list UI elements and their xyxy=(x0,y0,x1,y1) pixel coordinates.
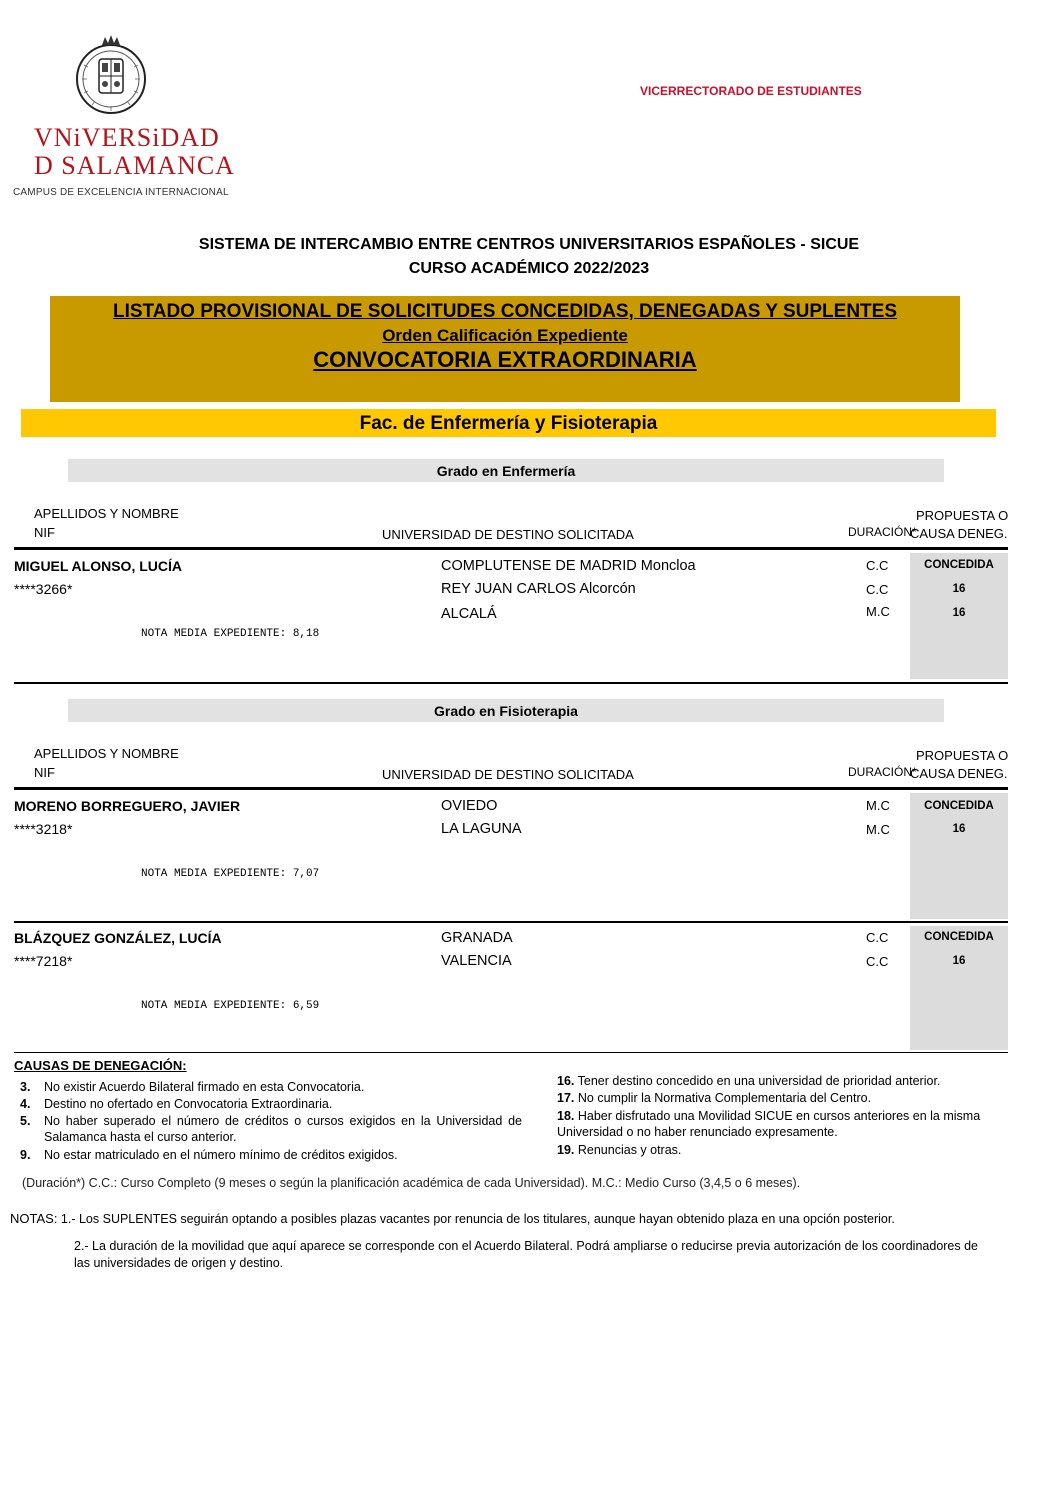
cause-text: No cumplir la Normativa Complementaria del Centro. xyxy=(577,1091,872,1105)
duration-value: M.C xyxy=(866,798,890,813)
table-rule xyxy=(14,921,1008,923)
duration-value: C.C xyxy=(866,954,889,969)
degree-header-fisioterapia: Grado en Fisioterapia xyxy=(68,699,944,722)
student-name: BLÁZQUEZ GONZÁLEZ, LUCÍA xyxy=(14,930,222,946)
proposal-value: CONCEDIDA xyxy=(924,559,994,571)
logo-university-line1: VNiVERSiDAD xyxy=(34,123,220,152)
cause-number: 3. xyxy=(20,1080,31,1094)
listing-banner xyxy=(50,296,960,402)
student-nif: ****3218* xyxy=(14,821,73,837)
cause-number: 17. xyxy=(557,1091,575,1105)
cause-text: No estar matriculado en el número mínimo de créditos exigidos. xyxy=(44,1148,398,1162)
proposal-value: 16 xyxy=(952,607,966,619)
duration-value: M.C xyxy=(866,822,890,837)
denial-causes-title: CAUSAS DE DENEGACIÓN: xyxy=(14,1058,187,1073)
faculty-title: Fac. de Enfermería y Fisioterapia xyxy=(21,409,996,437)
denial-cause-item xyxy=(557,1090,997,1106)
col-header-university: UNIVERSIDAD DE DESTINO SOLICITADA xyxy=(382,767,634,782)
denial-cause-item xyxy=(557,1073,997,1089)
proposal-value: 16 xyxy=(952,823,966,835)
cause-text: No haber superado el número de créditos o cursos exigidos en la Universidad de Salamanca hasta el curso anterior. xyxy=(44,1114,522,1144)
cause-number: 19. xyxy=(557,1143,575,1157)
average-grade: NOTA MEDIA EXPEDIENTE: 8,18 xyxy=(141,628,320,640)
proposal-column-bg xyxy=(910,926,1008,1050)
duration-value: M.C xyxy=(866,604,890,619)
document-title: SISTEMA DE INTERCAMBIO ENTRE CENTROS UNIVERSITARIOS ESPAÑOLES - SICUE xyxy=(198,236,860,253)
university-seal-icon xyxy=(72,35,150,117)
cause-number: 9. xyxy=(20,1148,31,1162)
average-grade: NOTA MEDIA EXPEDIENTE: 6,59 xyxy=(141,1000,320,1012)
cause-number: 16. xyxy=(557,1074,575,1088)
col-header-proposal-2: CAUSA DENEG. xyxy=(910,766,1008,781)
note-1: 1.- Los SUPLENTES seguirán optando a posibles plazas vacantes por renuncia de los titulares, aunque hayan obtenido plaza en una opción posterior. xyxy=(60,1212,895,1226)
average-grade: NOTA MEDIA EXPEDIENTE: 7,07 xyxy=(141,868,320,880)
note-2: 2.- La duración de la movilidad que aquí aparece se corresponde con el Acuerdo Bilateral. Podrá ampliarse o reducirse previa autorización de los coordinadores de las universidades de origen y destino. xyxy=(74,1239,979,1270)
col-header-name: APELLIDOS Y NOMBRE xyxy=(34,506,179,521)
student-name: MORENO BORREGUERO, JAVIER xyxy=(14,798,241,814)
proposal-value: 16 xyxy=(952,955,966,967)
duration-value: C.C xyxy=(866,582,889,597)
academic-year: CURSO ACADÉMICO 2022/2023 xyxy=(408,260,650,277)
cause-number: 18. xyxy=(557,1109,575,1123)
col-header-proposal-1: PROPUESTA O xyxy=(916,508,1009,523)
cause-text: Renuncias y otras. xyxy=(577,1143,682,1157)
denial-cause-item xyxy=(20,1096,522,1112)
notes-label: NOTAS: xyxy=(10,1211,58,1226)
proposal-value: 16 xyxy=(952,583,966,595)
degree-header-enfermeria: Grado en Enfermería xyxy=(68,459,944,482)
university-logo xyxy=(10,35,235,205)
banner-line2: Orden Calificación Expediente xyxy=(382,326,628,345)
cause-text: Tener destino concedido en una universidad de prioridad anterior. xyxy=(577,1074,941,1088)
denial-cause-item xyxy=(20,1079,522,1095)
destination-university: COMPLUTENSE DE MADRID Moncloa xyxy=(441,558,696,574)
col-header-proposal-2: CAUSA DENEG. xyxy=(910,526,1008,541)
destination-university: GRANADA xyxy=(441,930,513,946)
cause-text: Destino no ofertado en Convocatoria Extraordinaria. xyxy=(44,1097,333,1111)
table-rule xyxy=(14,682,1008,684)
denial-cause-item xyxy=(20,1147,522,1163)
col-header-proposal-1: PROPUESTA O xyxy=(916,748,1009,763)
destination-university: LA LAGUNA xyxy=(441,821,522,837)
destination-university: ALCALÁ xyxy=(441,606,497,622)
cause-number: 4. xyxy=(20,1097,31,1111)
destination-university: REY JUAN CARLOS Alcorcón xyxy=(441,581,636,597)
logo-university-line2: D SALAMANCA xyxy=(34,151,235,180)
table-rule xyxy=(14,787,1008,790)
duration-value: C.C xyxy=(866,558,889,573)
cause-number: 5. xyxy=(20,1114,31,1128)
banner-line3: CONVOCATORIA EXTRAORDINARIA xyxy=(313,347,697,372)
vicerrectorado-label: VICERRECTORADO DE ESTUDIANTES xyxy=(640,84,862,98)
logo-campus-text: CAMPUS DE EXCELENCIA INTERNACIONAL xyxy=(13,187,229,198)
student-nif: ****3266* xyxy=(14,581,73,597)
denial-cause-item xyxy=(557,1108,997,1140)
duration-legend: (Duración*) C.C.: Curso Completo (9 meses o según la planificación académica de cada Universidad). M.C.: Medio Curso (3,4,5 o 6 meses). xyxy=(22,1176,801,1190)
banner-line1: LISTADO PROVISIONAL DE SOLICITUDES CONCEDIDAS, DENEGADAS Y SUPLENTES xyxy=(112,301,898,322)
notes-block xyxy=(10,1211,895,1226)
proposal-value: CONCEDIDA xyxy=(924,800,994,812)
col-header-duration: DURACIÓN* xyxy=(848,525,917,539)
col-header-duration: DURACIÓN* xyxy=(848,765,917,779)
destination-university: VALENCIA xyxy=(441,953,512,969)
duration-value: C.C xyxy=(866,930,889,945)
student-name: MIGUEL ALONSO, LUCÍA xyxy=(14,558,182,574)
col-header-nif: NIF xyxy=(34,765,55,780)
cause-text: Haber disfrutado una Movilidad SICUE en cursos anteriores en la misma Universidad o no haber renunciado expresamente. xyxy=(557,1109,981,1139)
destination-university: OVIEDO xyxy=(441,798,498,814)
student-nif: ****7218* xyxy=(14,953,73,969)
proposal-value: CONCEDIDA xyxy=(924,931,994,943)
col-header-university: UNIVERSIDAD DE DESTINO SOLICITADA xyxy=(382,527,634,542)
denial-cause-item xyxy=(557,1142,997,1158)
col-header-nif: NIF xyxy=(34,525,55,540)
table-rule xyxy=(14,1052,1008,1053)
denial-cause-item xyxy=(20,1113,522,1145)
col-header-name: APELLIDOS Y NOMBRE xyxy=(34,746,179,761)
cause-text: No existir Acuerdo Bilateral firmado en esta Convocatoria. xyxy=(44,1080,365,1094)
table-rule xyxy=(14,547,1008,550)
